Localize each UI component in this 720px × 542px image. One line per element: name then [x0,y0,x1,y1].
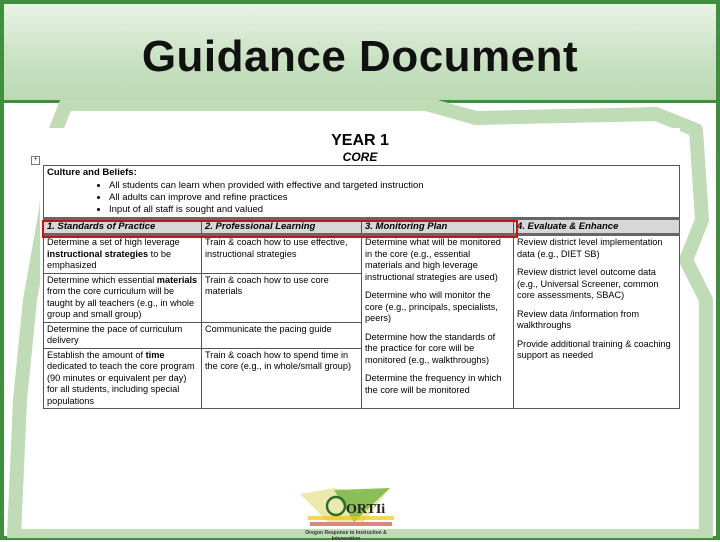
standards-cell: Determine which essential materials from the core curriculum will be taught by all teachers (e.g., in whole group and small group) [44,273,202,322]
orti-logo-graphic [294,482,398,530]
column-header-row [44,218,680,235]
table-anchor-icon: + [31,156,40,165]
culture-row [44,166,680,219]
evaluate-item: Provide additional training & coaching support as needed [517,338,671,360]
monitoring-item: Determine who will monitor the core (e.g., principals, specialists, peers) [365,290,498,323]
document-year-title: YEAR 1 [331,132,389,149]
monitoring-item: Determine the frequency in which the core will be monitored [365,373,502,395]
learning-cell: Train & coach how to use effective, instructional strategies [202,235,362,274]
column-header: 4. Evaluate & Enhance [514,218,680,235]
logo-letters: ORTIi [346,502,386,517]
monitoring-item: Determine what will be monitored in the core (e.g., essential materials and high leverage instructional strategies are used) [365,237,501,282]
document-subtitle: CORE [342,150,378,164]
learning-cell: Train & coach how to spend time in the core (e.g., in whole/small group) [202,348,362,409]
page-title: Guidance Document [141,32,579,81]
column-header: 1. Standards of Practice [44,218,202,235]
standards-cell: Establish the amount of time dedicated to teach the core program (90 minutes or equivalent per day) for all students, including special populations [44,348,202,409]
learning-cell: Communicate the pacing guide [202,322,362,348]
guidance-table [43,165,680,409]
culture-item: • Input of all staff is sought and valued [109,204,676,216]
evaluate-item: Review district level outcome data (e.g., Universal Screener, common core assessments, SBAC) [517,267,659,300]
column-header: 3. Monitoring Plan [362,218,514,235]
embedded-document [33,128,680,440]
culture-item: • All adults can improve and refine practices [109,192,676,204]
learning-cell: Train & coach how to use core materials [202,273,362,322]
logo-caption: Oregon Response to Instruction & Intervention [305,530,387,542]
culture-item: • All students can learn when provided with effective and targeted instruction [109,180,676,192]
monitoring-plan-cell [362,235,514,409]
evaluate-enhance-cell [514,235,680,409]
column-header: 2. Professional Learning [202,218,362,235]
table-row [44,235,680,274]
culture-beliefs-cell [44,166,680,219]
title-band [4,4,716,103]
monitoring-item: Determine how the standards of the practice for core will be monitored (e.g., walkthroughs) [365,331,496,365]
orti-logo [294,482,398,542]
standards-cell: Determine a set of high leverage instructional strategies to be emphasized [44,235,202,274]
culture-list [47,180,676,216]
standards-cell: Determine the pace of curriculum delivery [44,322,202,348]
evaluate-item: Review data /information from walkthroughs [517,308,640,330]
culture-heading: Culture and Beliefs: [47,167,137,178]
evaluate-item: Review district level implementation data (e.g., DIET SB) [517,237,663,259]
